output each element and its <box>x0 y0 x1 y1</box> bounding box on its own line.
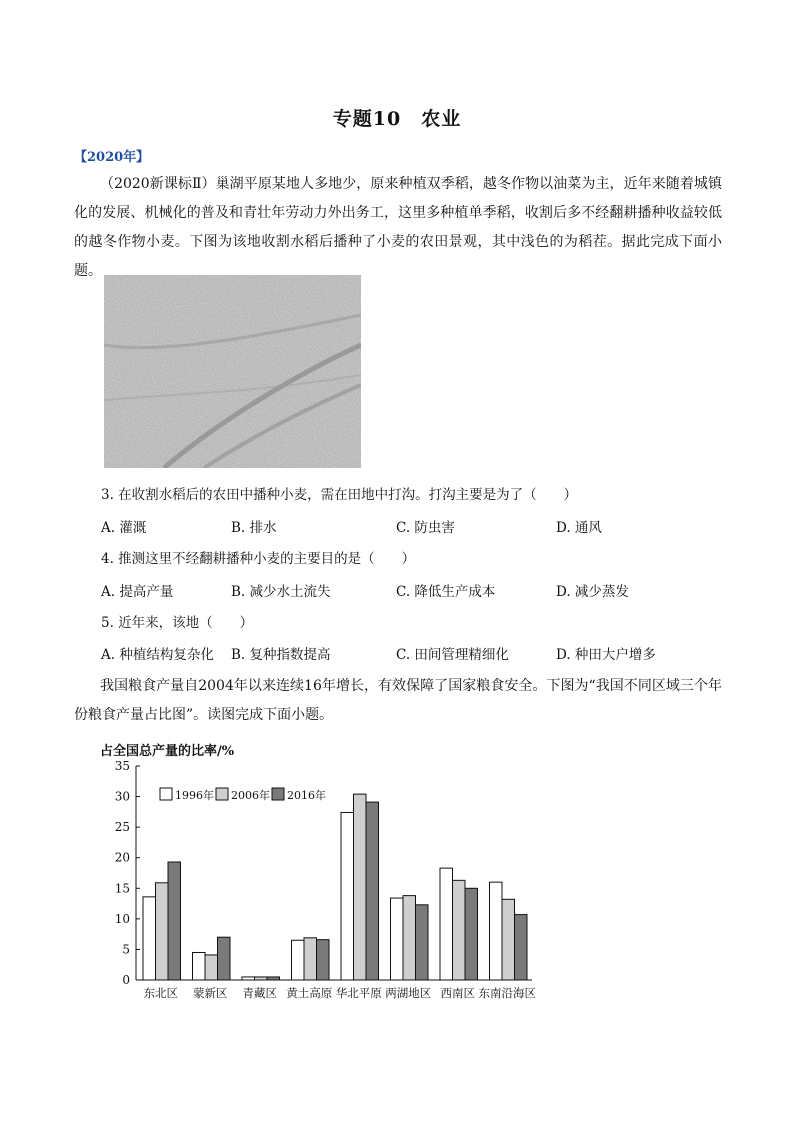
bar <box>490 882 503 980</box>
bar <box>440 868 453 980</box>
y-tick-label: 10 <box>114 911 130 926</box>
x-tick-label: 青藏区 <box>242 986 277 1000</box>
x-tick-label: 黄土高原 <box>286 986 333 1000</box>
bar <box>292 940 305 980</box>
year-tag: 【2020年】 <box>74 150 150 165</box>
bar <box>143 897 156 980</box>
x-tick-label: 蒙新区 <box>193 986 228 1000</box>
option[interactable]: C. 田间管理精细化 <box>396 647 509 663</box>
x-tick-label: 华北平原 <box>335 986 382 1000</box>
option[interactable]: D. 种田大户增多 <box>556 647 656 663</box>
bar <box>354 794 367 980</box>
bar <box>242 977 255 980</box>
legend-label: 1996年 <box>175 789 214 802</box>
legend-swatch <box>272 788 284 800</box>
y-tick-label: 35 <box>114 759 130 773</box>
bar <box>168 862 181 980</box>
x-tick-label: 东南沿海区 <box>478 986 536 1000</box>
legend-swatch <box>216 788 228 800</box>
question-5: 5. 近年来，该地（ ） <box>101 615 254 631</box>
option[interactable]: D. 减少蒸发 <box>556 584 629 600</box>
option[interactable]: A. 提高产量 <box>101 584 174 600</box>
intro-paragraph: （2020新课标Ⅱ）巢湖平原某地人多地少，原来种植双季稻，越冬作物以油菜为主，近年来随着城镇化的发展、机械化的普及和青壮年劳动力外出务工，这里多种植单季稻，收割后多不经翻耕播种收益较低的越冬作物小麦。下图为该地收割水稻后播种了小麦的农田景观，其中浅色的为稻茬。据此完成下面小题。 <box>74 176 722 279</box>
option[interactable]: B. 排水 <box>231 520 277 536</box>
legend-label: 2006年 <box>231 789 270 802</box>
y-tick-label: 25 <box>114 820 130 835</box>
option[interactable]: A. 种植结构复杂化 <box>101 647 214 663</box>
y-tick-label: 20 <box>114 850 130 865</box>
option[interactable]: A. 灌溉 <box>101 520 147 536</box>
bar <box>366 802 379 980</box>
bar <box>317 940 330 980</box>
bar <box>205 955 218 980</box>
bar-chart <box>100 735 540 1010</box>
bar <box>341 812 354 980</box>
farmland-photo-image <box>104 275 361 468</box>
bar <box>502 899 515 980</box>
bar <box>403 896 416 980</box>
option[interactable]: D. 通风 <box>556 520 602 536</box>
bar <box>267 977 280 980</box>
bar <box>304 938 317 980</box>
x-tick-label: 西南区 <box>440 986 475 1000</box>
y-tick-label: 30 <box>114 789 130 804</box>
grain-production-chart <box>100 735 540 1010</box>
y-tick-label: 15 <box>114 881 130 896</box>
bar <box>156 883 169 980</box>
legend-label: 2016年 <box>287 789 326 802</box>
option[interactable]: C. 降低生产成本 <box>396 584 496 600</box>
bar <box>193 952 206 980</box>
legend-swatch <box>160 788 172 800</box>
question-4: 4. 推测这里不经翻耕播种小麦的主要目的是（ ） <box>101 551 416 567</box>
option[interactable]: C. 防虫害 <box>396 520 455 536</box>
page-title: 专题10 农业 <box>332 108 462 130</box>
bar <box>453 880 466 980</box>
x-tick-label: 两湖地区 <box>385 986 432 1000</box>
bar <box>465 888 478 980</box>
question-3: 3. 在收割水稻后的农田中播种小麦，需在田地中打沟。打沟主要是为了（ ） <box>101 487 578 503</box>
bar <box>515 915 528 980</box>
option[interactable]: B. 减少水土流失 <box>231 584 331 600</box>
bar <box>416 905 429 980</box>
bar <box>218 937 231 980</box>
x-tick-label: 东北区 <box>143 986 178 1000</box>
chart-intro-paragraph: 我国粮食产量自2004年以来连续16年增长，有效保障了国家粮食安全。下图为“我国不同区域三个年份粮食产量占比图”。读图完成下面小题。 <box>74 678 722 723</box>
y-tick-label: 0 <box>122 973 130 987</box>
option[interactable]: B. 复种指数提高 <box>231 647 331 663</box>
farmland-photo <box>104 275 361 468</box>
y-axis-label: 占全国总产量的比率/% <box>100 744 235 759</box>
y-tick-label: 5 <box>122 942 130 957</box>
bar <box>391 898 404 980</box>
bar <box>255 977 268 980</box>
